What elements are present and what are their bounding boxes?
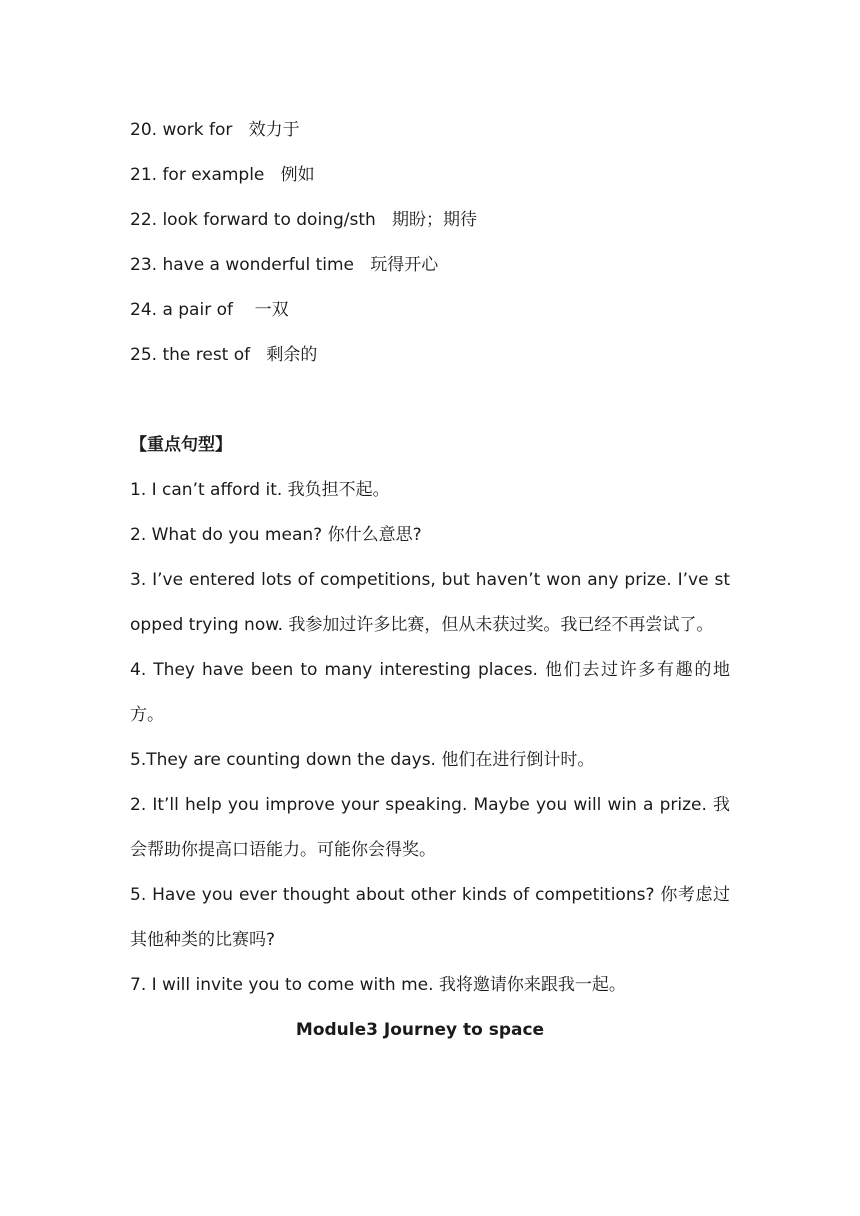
sentence-item: 2. It’ll help you improve your speaking. Maybe you will win a prize. 我会帮助你提高口语能力。可能你会得奖。 xyxy=(130,795,730,860)
section-heading: 【重点句型】 xyxy=(130,435,232,455)
vocab-item: 24. a pair of 一双 xyxy=(130,300,289,320)
sentence-item: 5. Have you ever thought about other kinds of competitions? 你考虑过其他种类的比赛吗? xyxy=(130,885,730,950)
vocab-item: 23. have a wonderful time 玩得开心 xyxy=(130,255,439,275)
vocab-item: 21. for example 例如 xyxy=(130,165,315,185)
sentence-item: 7. I will invite you to come with me. 我将邀请你来跟我一起。 xyxy=(130,975,626,995)
sentence-item: 3. I’ve entered lots of competitions, but haven’t won any prize. I’ve stopped trying now. 我参加过许多比赛，但从未获过奖。我已经不再尝试了。 xyxy=(130,570,730,635)
vocab-item: 25. the rest of 剩余的 xyxy=(130,345,318,365)
section-spacer xyxy=(130,378,730,423)
sentence-item: 1. I can’t afford it. 我负担不起。 xyxy=(130,480,390,500)
module-title: Module3 Journey to space xyxy=(295,1020,545,1040)
vocab-item: 22. look forward to doing/sth 期盼；期待 xyxy=(130,210,477,230)
sentence-item: 4. They have been to many interesting places. 他们去过许多有趣的地方。 xyxy=(130,660,730,725)
sentence-item: 5.They are counting down the days. 他们在进行倒计时。 xyxy=(130,750,595,770)
document-content xyxy=(130,108,730,1053)
sentence-item: 2. What do you mean? 你什么意思? xyxy=(130,525,422,545)
vocab-item: 20. work for 效力于 xyxy=(130,120,300,140)
